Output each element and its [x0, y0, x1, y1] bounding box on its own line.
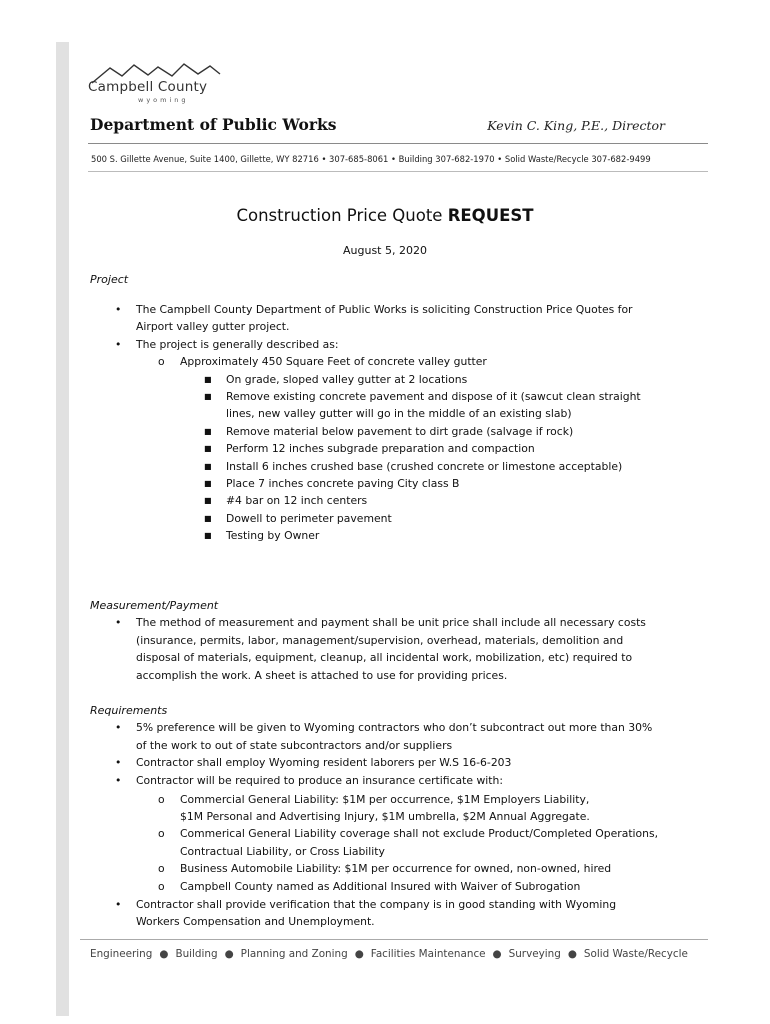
logo-subtitle: wyoming — [138, 96, 189, 104]
circle-marker: o — [158, 793, 165, 806]
square-marker: ■ — [204, 444, 212, 453]
bullet-marker: • — [115, 303, 122, 316]
square-marker: ■ — [204, 375, 212, 384]
square-marker: ■ — [204, 531, 212, 540]
project-detail: Testing by Owner — [226, 529, 320, 542]
bullet-marker: • — [115, 721, 122, 734]
circle-marker: o — [158, 827, 165, 840]
measurement-line: accomplish the work. A sheet is attached to use for providing prices. — [136, 669, 508, 682]
square-marker: ■ — [204, 392, 212, 401]
county-logo — [88, 62, 233, 108]
requirement-4: Contractor shall provide verification that the company is in good standing with Wyoming — [136, 898, 617, 911]
footer-item: Solid Waste/Recycle — [583, 948, 688, 960]
square-marker: ■ — [204, 427, 212, 436]
footer-item: Facilities Maintenance — [370, 948, 486, 960]
logo-name: Campbell County — [88, 79, 208, 95]
footer-item: Surveying — [508, 948, 561, 960]
square-marker: ■ — [204, 496, 212, 505]
bullet-marker: • — [115, 616, 122, 629]
footer-item: Planning and Zoning — [240, 948, 348, 960]
square-marker: ■ — [204, 514, 212, 523]
project-detail: Remove existing concrete pavement and dispose of it (sawcut clean straight — [226, 390, 641, 403]
bullet-marker: • — [115, 756, 122, 769]
footer-item: Building — [175, 948, 218, 960]
header-divider — [88, 143, 708, 144]
insurance-item-cont: Contractual Liability, or Cross Liability — [180, 845, 385, 858]
insurance-item-cont: $1M Personal and Advertising Injury, $1M umbrella, $2M Annual Aggregate. — [180, 810, 590, 823]
requirement-3: Contractor will be required to produce an insurance certificate with: — [136, 774, 503, 787]
project-detail: On grade, sloped valley gutter at 2 locations — [226, 373, 468, 386]
project-detail: #4 bar on 12 inch centers — [226, 494, 368, 507]
project-detail: Install 6 inches crushed base (crushed concrete or limestone acceptable) — [226, 460, 623, 473]
project-bullet-2: The project is generally described as: — [136, 338, 339, 351]
director-name: Kevin C. King, P.E., Director — [487, 118, 665, 133]
project-bullet-1-cont: Airport valley gutter project. — [136, 320, 290, 333]
department-name: Department of Public Works — [90, 115, 337, 134]
measurement-line: (insurance, permits, labor, management/supervision, overhead, materials, demolition and — [136, 634, 624, 647]
project-detail: Place 7 inches concrete paving City class B — [226, 477, 460, 490]
address-divider — [88, 171, 708, 172]
bullet-marker: • — [115, 898, 122, 911]
insurance-item: Commercial General Liability: $1M per occurrence, $1M Employers Liability, — [180, 793, 590, 806]
footer-services: Engineering ● Building ● Planning and Zoning ● Facilities Maintenance ● Surveying ● Solid Waste/Recycle — [90, 948, 688, 960]
bullet-marker: • — [115, 774, 122, 787]
project-bullet-1: The Campbell County Department of Public Works is soliciting Construction Price Quotes for — [136, 303, 633, 316]
left-margin-bar — [56, 42, 69, 1016]
insurance-item: Campbell County named as Additional Insured with Waiver of Subrogation — [180, 880, 581, 893]
footer-item: Engineering — [90, 948, 153, 960]
project-detail: Perform 12 inches subgrade preparation and compaction — [226, 442, 535, 455]
measurement-heading: Measurement/Payment — [90, 599, 219, 612]
measurement-line: disposal of materials, equipment, cleanup, all incidental work, mobilization, etc) required to — [136, 651, 633, 664]
requirement-2: Contractor shall employ Wyoming resident laborers per W.S 16-6-203 — [136, 756, 512, 769]
requirements-heading: Requirements — [90, 704, 168, 717]
project-detail-cont: lines, new valley gutter will go in the middle of an existing slab) — [226, 407, 572, 420]
bullet-marker: • — [115, 338, 122, 351]
measurement-line: The method of measurement and payment shall be unit price shall include all necessary costs — [136, 616, 646, 629]
circle-marker: o — [158, 880, 165, 893]
page-title: Construction Price Quote REQUEST — [236, 206, 534, 225]
project-sub-item: Approximately 450 Square Feet of concrete valley gutter — [180, 355, 487, 368]
insurance-item: Business Automobile Liability: $1M per occurrence for owned, non-owned, hired — [180, 862, 612, 875]
insurance-item: Commerical General Liability coverage shall not exclude Product/Completed Operations, — [180, 827, 659, 840]
project-heading: Project — [90, 273, 129, 286]
requirement-1: 5% preference will be given to Wyoming contractors who don’t subcontract out more than 30% — [136, 721, 653, 734]
letter-date: August 5, 2020 — [343, 244, 427, 257]
project-detail: Dowell to perimeter pavement — [226, 512, 392, 525]
footer-divider — [80, 939, 708, 940]
circle-marker: o — [158, 862, 165, 875]
requirement-4-cont: Workers Compensation and Unemployment. — [136, 915, 375, 928]
project-detail: Remove material below pavement to dirt grade (salvage if rock) — [226, 425, 574, 438]
contact-address: 500 S. Gillette Avenue, Suite 1400, Gillette, WY 82716 • 307-685-8061 • Building 307-682-1970 • Solid Waste/Recycle 307-682-9499 — [91, 154, 651, 164]
requirement-1-cont: of the work to out of state subcontractors and/or suppliers — [136, 739, 453, 752]
circle-marker: o — [158, 355, 165, 368]
square-marker: ■ — [204, 462, 212, 471]
square-marker: ■ — [204, 479, 212, 488]
